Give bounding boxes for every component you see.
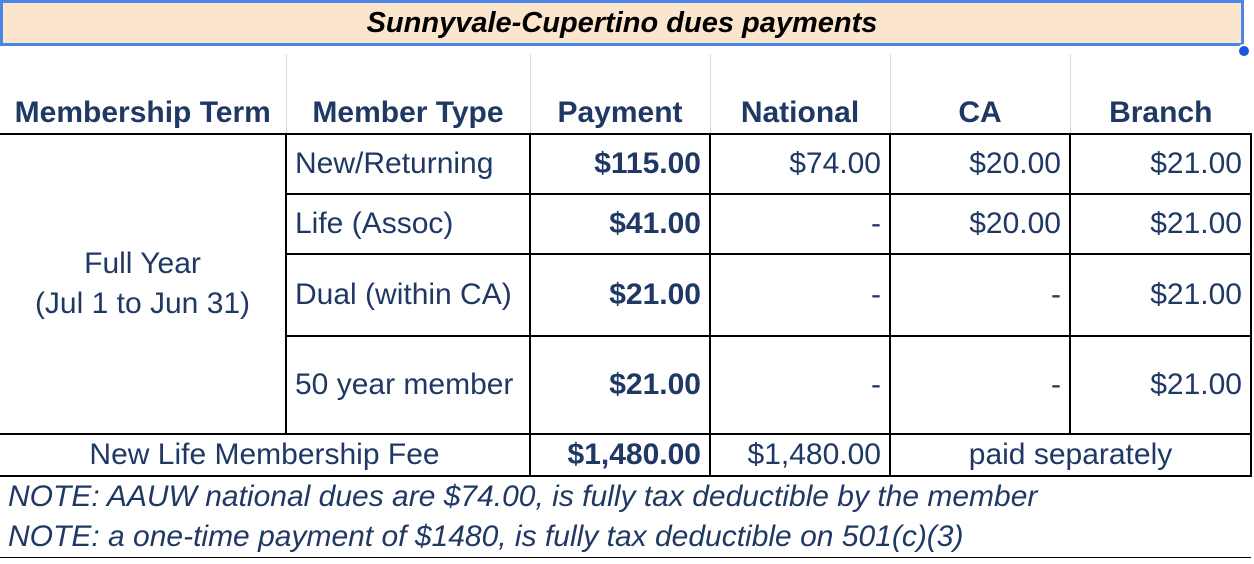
life-fee-national[interactable]: $1,480.00 [710,434,890,476]
member-type-cell[interactable]: Dual (within CA) [286,254,530,336]
note-row [0,476,1251,517]
ca-cell[interactable]: - [890,336,1070,434]
ca-cell[interactable]: - [890,254,1070,336]
note-text[interactable]: NOTE: a one-time payment of $1480, is fully tax deductible on 501(c)(3) [0,517,1251,558]
national-cell[interactable]: $74.00 [710,134,890,194]
header-membership-term[interactable]: Membership Term [0,54,286,134]
payment-cell[interactable]: $21.00 [530,254,710,336]
member-type-cell[interactable]: New/Returning [286,134,530,194]
header-branch[interactable]: Branch [1070,54,1251,134]
national-cell[interactable]: - [710,254,890,336]
header-member-type[interactable]: Member Type [286,54,530,134]
dues-table [0,54,1252,558]
header-national[interactable]: National [710,54,890,134]
note-row [0,517,1251,558]
term-label-line2: (Jul 1 to Jun 31) [34,287,251,320]
payment-cell[interactable]: $115.00 [530,134,710,194]
ca-cell[interactable]: $20.00 [890,194,1070,254]
table-title: Sunnyvale-Cupertino dues payments [366,6,878,39]
branch-cell[interactable]: $21.00 [1070,134,1251,194]
branch-cell[interactable]: $21.00 [1070,194,1251,254]
note-text[interactable]: NOTE: AAUW national dues are $74.00, is fully tax deductible by the member [0,476,1251,517]
member-type-cell[interactable]: Life (Assoc) [286,194,530,254]
national-cell[interactable]: - [710,336,890,434]
national-cell[interactable]: - [710,194,890,254]
life-fee-row [0,434,1251,476]
header-ca[interactable]: CA [890,54,1070,134]
title-cell[interactable] [0,0,1244,46]
branch-cell[interactable]: $21.00 [1070,254,1251,336]
table-row [0,134,1251,194]
term-label-line1: Full Year [84,247,201,280]
life-fee-label[interactable]: New Life Membership Fee [0,434,530,476]
ca-cell[interactable]: $20.00 [890,134,1070,194]
header-payment[interactable]: Payment [530,54,710,134]
membership-term-cell[interactable] [0,134,286,434]
life-fee-payment[interactable]: $1,480.00 [530,434,710,476]
member-type-cell[interactable]: 50 year member [286,336,530,434]
life-fee-remainder[interactable]: paid separately [890,434,1251,476]
header-row [0,54,1251,134]
branch-cell[interactable]: $21.00 [1070,336,1251,434]
payment-cell[interactable]: $41.00 [530,194,710,254]
payment-cell[interactable]: $21.00 [530,336,710,434]
